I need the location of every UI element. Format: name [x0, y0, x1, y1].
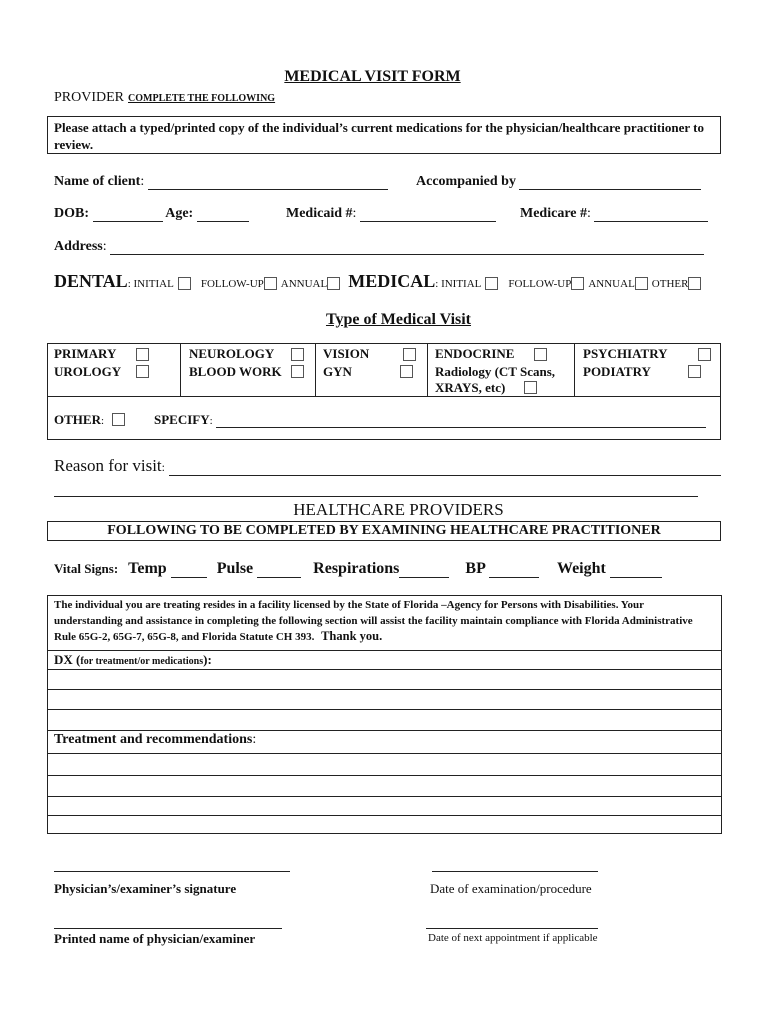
dob-label: DOB: — [54, 206, 89, 221]
type-title: Type of Medical Visit — [325, 311, 472, 328]
weight-label: Weight — [556, 560, 606, 577]
dental-annual-checkbox[interactable] — [327, 277, 340, 290]
reason-label: Reason for visit — [54, 456, 162, 475]
medicare-label: Medicare # — [520, 206, 587, 221]
respirations-field[interactable] — [399, 563, 449, 578]
primary-checkbox[interactable] — [136, 348, 149, 361]
accompanied-label: Accompanied by — [416, 174, 516, 189]
specify-row: SPECIFY: — [154, 412, 706, 428]
temp-label: Temp — [128, 560, 167, 577]
dx-label: DX (for treatment/or medications): — [54, 652, 212, 667]
medical-annual-checkbox[interactable] — [635, 277, 648, 290]
dental-initial-label: INITIAL — [133, 278, 174, 290]
endocrine-checkbox[interactable] — [534, 348, 547, 361]
medicare-field[interactable] — [594, 207, 708, 222]
type-endocrine: ENDOCRINE — [435, 346, 515, 361]
reason-row: Reason for visit: — [54, 456, 721, 476]
type-table — [47, 343, 721, 440]
dental-initial-checkbox[interactable] — [178, 277, 191, 290]
podiatry-checkbox[interactable] — [688, 365, 701, 378]
specify-field[interactable] — [216, 415, 706, 428]
name-label: Name of client — [54, 174, 141, 189]
pulse-field[interactable] — [257, 563, 301, 578]
provider-sub: COMPLETE THE FOLLOWING — [128, 93, 276, 104]
name-field[interactable] — [148, 175, 388, 190]
dental-label: DENTAL — [54, 271, 128, 291]
form-title: MEDICAL VISIT FORM — [284, 68, 461, 85]
dental-annual-label: ANNUAL — [280, 278, 328, 290]
pulse-label: Pulse — [216, 560, 254, 577]
dental-followup-checkbox[interactable] — [264, 277, 277, 290]
bp-field[interactable] — [489, 563, 539, 578]
medical-label: MEDICAL — [348, 271, 436, 291]
accompanied-row — [416, 174, 701, 190]
dob-row — [54, 206, 249, 222]
vitals-label: Vital Signs: — [54, 561, 119, 576]
respirations-label: Respirations — [313, 560, 400, 577]
psychiatry-checkbox[interactable] — [698, 348, 711, 361]
hp-title: HEALTHCARE PROVIDERS — [293, 500, 504, 519]
blood-work-checkbox[interactable] — [291, 365, 304, 378]
type-gyn: GYN — [323, 364, 352, 379]
accompanied-field[interactable] — [519, 175, 701, 190]
provider-heading — [54, 88, 275, 106]
temp-field[interactable] — [171, 563, 207, 578]
type-vision: VISION — [323, 346, 370, 361]
type-other: OTHER: — [54, 412, 105, 427]
next-appt-label: Date of next appointment if applicable — [428, 932, 598, 944]
address-label: Address — [54, 239, 103, 254]
urology-checkbox[interactable] — [136, 365, 149, 378]
vitals-row — [54, 560, 662, 578]
medicaid-row: Medicaid #: — [286, 206, 496, 222]
radiology-checkbox[interactable] — [524, 381, 537, 394]
vision-checkbox[interactable] — [403, 348, 416, 361]
address-field[interactable] — [110, 240, 704, 255]
medical-initial-label: INITIAL — [441, 278, 482, 290]
neurology-checkbox[interactable] — [291, 348, 304, 361]
medical-followup-checkbox[interactable] — [571, 277, 584, 290]
age-label: Age: — [165, 206, 194, 221]
specify-label: SPECIFY — [154, 412, 210, 427]
type-blood-work: BLOOD WORK — [189, 364, 282, 379]
dental-followup-label: FOLLOW-UP — [200, 278, 264, 290]
signature-line[interactable] — [54, 871, 290, 872]
visit-kind-row: DENTAL: INITIAL FOLLOW-UP ANNUAL MEDICAL: INITIAL FOLLOW-UP ANNUAL OTHER — [54, 271, 701, 292]
dob-field[interactable] — [93, 207, 163, 222]
exam-date-label: Date of examination/procedure — [430, 881, 592, 896]
practitioner-box — [47, 595, 722, 834]
type-neurology: NEUROLOGY — [189, 346, 275, 361]
hp-sub: FOLLOWING TO BE COMPLETED BY EXAMINING HEALTHCARE PRACTITIONER — [47, 521, 721, 541]
next-appt-line[interactable] — [426, 928, 598, 929]
printed-name-label: Printed name of physician/examiner — [54, 931, 256, 946]
reason-field[interactable] — [169, 459, 721, 476]
medicaid-field[interactable] — [360, 207, 496, 222]
exam-date-line[interactable] — [432, 871, 598, 872]
provider-label: PROVIDER — [54, 90, 125, 105]
notice-text: The individual you are treating resides in a facility licensed by the State of Florida –Agency for Persons with Disabilities. Your understanding and assistance in completing the following section will assist the facility maintain compliance with Florida Administrative Rule 65G-2, 65G-7, 65G-8, and Florida Statute CH 393. Thank you. — [54, 599, 693, 643]
age-field[interactable] — [197, 207, 249, 222]
medical-initial-checkbox[interactable] — [485, 277, 498, 290]
thank-you: Thank you. — [321, 629, 383, 643]
type-urology: UROLOGY — [54, 364, 122, 379]
type-podiatry: PODIATRY — [583, 364, 651, 379]
printed-name-line[interactable] — [54, 928, 282, 929]
bp-label: BP — [465, 560, 485, 577]
medicaid-label: Medicaid # — [286, 206, 353, 221]
address-row: Address: — [54, 239, 704, 255]
medical-followup-label: FOLLOW-UP — [508, 278, 572, 290]
other-checkbox[interactable] — [112, 413, 125, 426]
medicare-row: Medicare #: — [520, 206, 708, 222]
medical-other-checkbox[interactable] — [688, 277, 701, 290]
gyn-checkbox[interactable] — [400, 365, 413, 378]
type-radiology: Radiology (CT Scans, XRAYS, etc) — [435, 364, 556, 395]
name-row: Name of client: — [54, 174, 388, 190]
type-primary: PRIMARY — [54, 346, 117, 361]
treatment-label: Treatment and recommendations: — [54, 732, 257, 747]
attach-note: Please attach a typed/printed copy of the individual’s current medications for the physician/healthcare practitioner to review. — [47, 116, 721, 154]
signature-label: Physician’s/examiner’s signature — [54, 881, 237, 896]
reason-line-2[interactable] — [54, 496, 698, 497]
medical-other-label: OTHER — [651, 278, 689, 290]
type-psychiatry: PSYCHIATRY — [583, 346, 668, 361]
medical-annual-label: ANNUAL — [588, 278, 635, 290]
weight-field[interactable] — [610, 563, 662, 578]
